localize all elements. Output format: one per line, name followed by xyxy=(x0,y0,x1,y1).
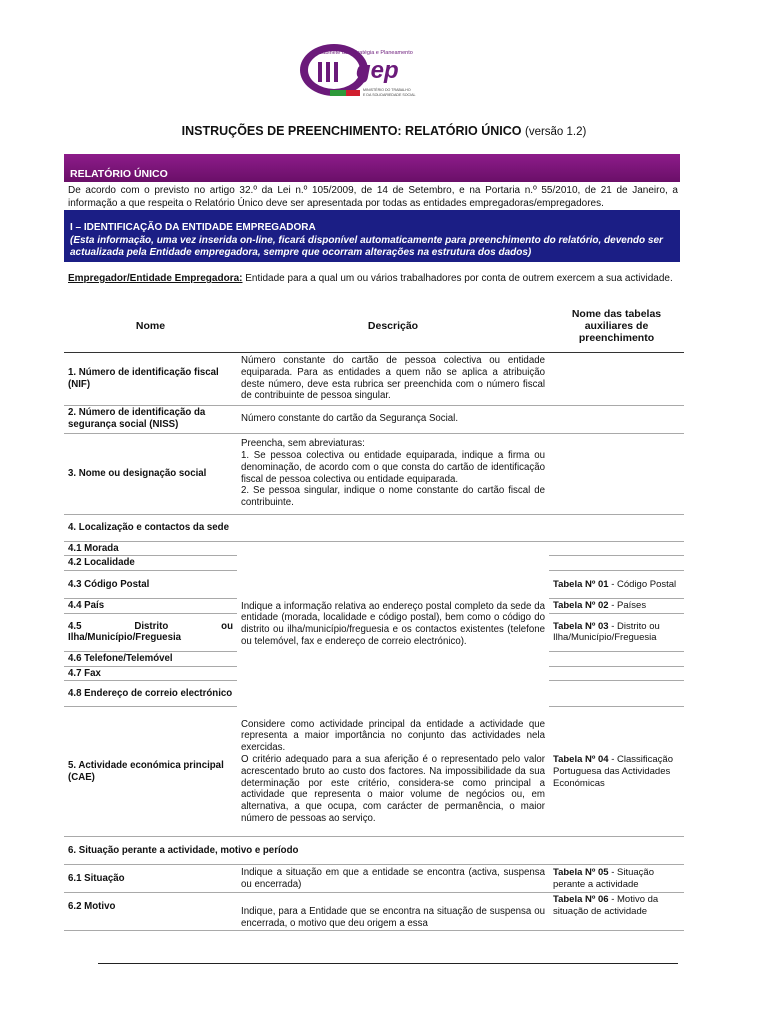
row-cae-aux: Tabela Nº 04 - Classificação Portuguesa das Actividades Económicas xyxy=(549,707,684,837)
table-row xyxy=(64,433,684,514)
row-nif-desc: Número constante do cartão de pessoa colectiva ou entidade equiparada. Para as entidades a quem não se aplica a atribuição deste número, deve esta rubrica ser preenchida com o número fiscal de contribuinte de pessoa singular. xyxy=(237,352,549,405)
section-identificacao-header xyxy=(64,210,680,262)
row-cp-name: 4.3 Código Postal xyxy=(64,571,237,599)
table-row xyxy=(64,352,684,405)
table-row xyxy=(64,837,684,865)
footer-divider xyxy=(98,963,678,964)
row-niss-desc: Número constante do cartão da Segurança Social. xyxy=(237,405,549,433)
document-title xyxy=(0,124,768,138)
header-descricao: Descrição xyxy=(237,302,549,352)
table-row xyxy=(64,541,684,556)
row-motivo-aux: Tabela Nº 06 - Motivo da situação de actividade xyxy=(549,893,684,931)
table-row xyxy=(64,514,684,541)
section-i-note: (Esta informação, uma vez inserida on-line, ficará disponível automaticamente para preenchimento do relatório, devendo ser actualizada pela Entidade empregadora, sempre que ocorram alterações na estrutura dos dados) xyxy=(70,234,663,258)
row-sede-name: 4. Localização e contactos da sede xyxy=(64,514,237,541)
row-distrito-aux: Tabela Nº 03 - Distrito ou Ilha/Município/Freguesia xyxy=(549,613,684,651)
table-row xyxy=(64,865,684,893)
employer-term: Empregador/Entidade Empregadora: xyxy=(68,273,243,284)
version-text: (versão 1.2) xyxy=(524,126,587,138)
logo-ministry-2: E DA SOLIDARIEDADE SOCIAL xyxy=(363,93,416,97)
row-distrito-name: 4.5 Distrito ou Ilha/Município/Freguesia xyxy=(64,613,237,651)
row-nome-name: 3. Nome ou designação social xyxy=(64,433,237,514)
row-cae-desc: Considere como actividade principal da entidade a actividade que representa a maior importância no conjunto das actividades nela exercidas. O critério adequado para a sua aferição é o representado pelo valor acrescentado bruto ao custo dos factores. Na impossibilidade da sua determinação por este critério, considera-se como principal a actividade que representa o maior volume de negócios ou, em alternativa, a que ocupa, com carácter de permanência, o maior número de pessoas ao serviço. xyxy=(237,707,549,837)
row-cp-aux: Tabela Nº 01 - Código Postal xyxy=(549,571,684,599)
row-fax-name: 4.7 Fax xyxy=(64,666,237,681)
logo-ministry-1: MINISTÉRIO DO TRABALHO xyxy=(363,88,411,92)
intro-paragraph: De acordo com o previsto no artigo 32.º da Lei n.º 105/2009, de 14 de Setembro, e na Portaria n.º 55/2010, de 21 de Janeiro, a informação a que respeita o Relatório Único deve ser apresentada por todas as entidades empregadoras/empregadores. xyxy=(68,185,678,210)
section-i-heading: I – IDENTIFICAÇÃO DA ENTIDADE EMPREGADORA xyxy=(70,222,316,233)
gep-logo xyxy=(296,40,426,106)
section-relatorio-unico-header: RELATÓRIO ÚNICO xyxy=(64,154,680,182)
row-niss-name: 2. Número de identificação da segurança social (NISS) xyxy=(64,405,237,433)
fields-table xyxy=(64,302,684,931)
row-cae-name: 5. Actividade económica principal (CAE) xyxy=(64,707,237,837)
header-nome: Nome xyxy=(64,302,237,352)
logo-brand: gep xyxy=(356,57,399,84)
row-nome-desc: Preencha, sem abreviaturas: 1. Se pessoa colectiva ou entidade equiparada, indique a firma ou denominação, de acordo com o que consta do cartão de identificação fiscal de pessoa colectiva ou entidade equiparada. 2. Se pessoa singular, indique o nome constante do cartão fiscal de contribuinte. xyxy=(237,433,549,514)
row-motivo-desc: Indique, para a Entidade que se encontra na situação de suspensa ou encerrada, o motivo que deu origem a essa xyxy=(237,893,549,931)
header-aux: Nome das tabelas auxiliares de preenchimento xyxy=(549,302,684,352)
row-situacao-name: 6.1 Situação xyxy=(64,865,237,893)
row-email-name: 4.8 Endereço de correio electrónico xyxy=(64,681,237,707)
table-row xyxy=(64,405,684,433)
row-sede-desc: Indique a informação relativa ao endereço postal completo da sede da entidade (morada, localidade e código postal), bem como o código do distrito ou ilha/município/freguesia e os contactos existentes (telefone ou telemóvel, fax e endereço de correio electrónico). xyxy=(241,600,545,648)
row-localidade-name: 4.2 Localidade xyxy=(64,556,237,571)
row-pais-name: 4.4 País xyxy=(64,599,237,614)
row-morada-name: 4.1 Morada xyxy=(64,541,237,556)
row-pais-aux: Tabela Nº 02 - Países xyxy=(549,599,684,614)
table-row xyxy=(64,707,684,837)
title-text: INSTRUÇÕES DE PREENCHIMENTO: RELATÓRIO ÚNICO xyxy=(181,124,522,138)
row-telefone-name: 4.6 Telefone/Telemóvel xyxy=(64,651,237,666)
row-situacao-aux: Tabela Nº 05 - Situação perante a actividade xyxy=(549,865,684,893)
row-motivo-name: 6.2 Motivo xyxy=(64,893,237,931)
table-row xyxy=(64,893,684,931)
employer-definition xyxy=(68,271,678,286)
employer-text: Entidade para a qual um ou vários trabalhadores por conta de outrem exercem a sua actividade. xyxy=(242,273,673,284)
logo-tagline: Gabinete de Estratégia e Planeamento xyxy=(318,50,413,56)
row-situacao-header: 6. Situação perante a actividade, motivo e período xyxy=(64,837,549,865)
row-situacao-desc: Indique a situação em que a entidade se encontra (activa, suspensa ou encerrada) xyxy=(237,865,549,893)
row-nif-name: 1. Número de identificação fiscal (NIF) xyxy=(64,352,237,405)
